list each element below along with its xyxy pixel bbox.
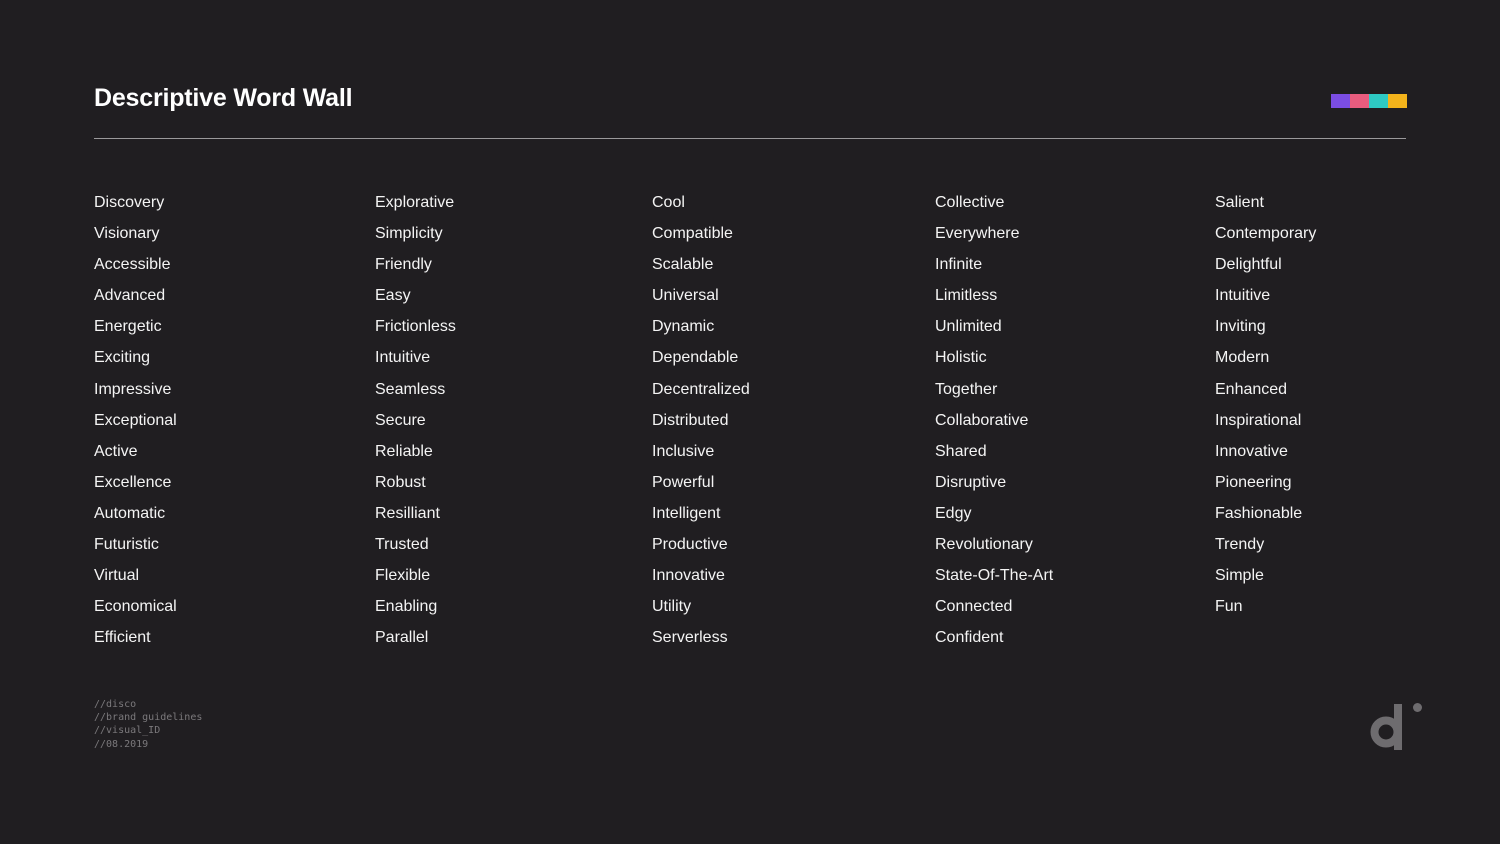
- word-item: Reliable: [375, 442, 433, 460]
- word-item: Trendy: [1215, 536, 1265, 554]
- word-item: Discovery: [94, 194, 165, 211]
- word-item: State-Of-The-Art: [935, 567, 1054, 585]
- word-item: Holistic: [935, 349, 987, 367]
- word-item: Powerful: [652, 473, 715, 491]
- word-item: Enhanced: [1215, 380, 1288, 398]
- color-swatch-yellow: [1388, 94, 1407, 108]
- word-item: Flexible: [375, 567, 431, 585]
- word-item: Dynamic: [652, 318, 715, 336]
- word-item: Accessible: [94, 256, 171, 274]
- word-item: Productive: [652, 536, 728, 554]
- word-item: Enabling: [375, 598, 438, 616]
- color-swatch-pink: [1350, 94, 1369, 108]
- word-item: Intelligent: [652, 504, 721, 522]
- word-item: Friendly: [375, 256, 432, 274]
- word-item: Visionary: [94, 225, 160, 243]
- brand-color-swatches: [1331, 94, 1407, 108]
- disco-logo-icon: [1366, 698, 1428, 758]
- word-item: Robust: [375, 473, 426, 491]
- word-item: Intuitive: [1215, 287, 1271, 305]
- footer-line: //08.2019: [94, 738, 149, 750]
- word-item: Revolutionary: [935, 536, 1033, 554]
- word-item: Advanced: [94, 287, 166, 305]
- word-item: Together: [935, 380, 998, 398]
- word-item: Energetic: [94, 318, 162, 336]
- word-item: Decentralized: [652, 380, 750, 398]
- word-item: Serverless: [652, 629, 728, 647]
- word-item: Limitless: [935, 287, 998, 305]
- word-item: Compatible: [652, 225, 733, 243]
- word-item: Utility: [652, 598, 692, 616]
- word-item: Everywhere: [935, 225, 1020, 243]
- word-item: Inspirational: [1215, 411, 1302, 429]
- word-item: Cool: [652, 194, 685, 211]
- word-item: Distributed: [652, 411, 729, 429]
- word-item: Contemporary: [1215, 225, 1317, 243]
- word-item: Modern: [1215, 349, 1270, 367]
- word-column-1: [94, 190, 177, 656]
- word-item: Inviting: [1215, 318, 1266, 336]
- footer-line: //brand guidelines: [94, 712, 203, 724]
- word-item: Exciting: [94, 349, 151, 367]
- word-column-4: [935, 190, 1053, 656]
- word-item: Scalable: [652, 256, 714, 274]
- word-item: Unlimited: [935, 318, 1002, 336]
- word-item: Efficient: [94, 629, 151, 647]
- word-item: Automatic: [94, 504, 166, 522]
- word-item: Intuitive: [375, 349, 431, 367]
- word-item: Simplicity: [375, 225, 443, 243]
- word-item: Trusted: [375, 536, 429, 554]
- word-item: Active: [94, 442, 138, 460]
- word-item: Shared: [935, 442, 987, 460]
- word-item: Simple: [1215, 567, 1264, 585]
- word-item: Innovative: [1215, 442, 1288, 460]
- word-item: Seamless: [375, 380, 446, 398]
- footer-line: //visual_ID: [94, 725, 161, 737]
- color-swatch-purple: [1331, 94, 1350, 108]
- word-item: Economical: [94, 598, 177, 616]
- word-item: Confident: [935, 629, 1004, 647]
- word-item: Secure: [375, 411, 426, 429]
- word-item: Delightful: [1215, 256, 1282, 274]
- page-title: Descriptive Word Wall: [94, 84, 353, 112]
- word-item: Salient: [1215, 194, 1264, 211]
- word-item: Dependable: [652, 349, 739, 367]
- word-item: Universal: [652, 287, 719, 305]
- word-item: Exceptional: [94, 411, 177, 429]
- word-item: Collaborative: [935, 411, 1029, 429]
- word-column-5: [1215, 190, 1316, 625]
- word-item: Excellence: [94, 473, 172, 491]
- word-column-2: [375, 190, 456, 656]
- color-swatch-teal: [1369, 94, 1388, 108]
- word-item: Innovative: [652, 567, 725, 585]
- word-item: Virtual: [94, 567, 140, 585]
- word-item: Inclusive: [652, 442, 715, 460]
- word-item: Explorative: [375, 194, 455, 211]
- footer-meta: [94, 698, 202, 751]
- word-item: Futuristic: [94, 536, 159, 554]
- word-item: Connected: [935, 598, 1013, 616]
- header-divider: [94, 138, 1406, 139]
- word-item: Disruptive: [935, 473, 1007, 491]
- footer-line: //disco: [94, 699, 137, 710]
- word-item: Collective: [935, 194, 1005, 211]
- word-column-3: [652, 190, 750, 656]
- word-item: Pioneering: [1215, 473, 1292, 491]
- word-item: Fashionable: [1215, 504, 1303, 522]
- word-item: Parallel: [375, 629, 429, 647]
- word-item: Edgy: [935, 504, 972, 522]
- word-item: Impressive: [94, 380, 172, 398]
- word-item: Frictionless: [375, 318, 456, 336]
- word-item: Easy: [375, 287, 411, 305]
- word-item: Resilliant: [375, 504, 440, 522]
- word-item: Fun: [1215, 598, 1243, 616]
- word-item: Infinite: [935, 256, 983, 274]
